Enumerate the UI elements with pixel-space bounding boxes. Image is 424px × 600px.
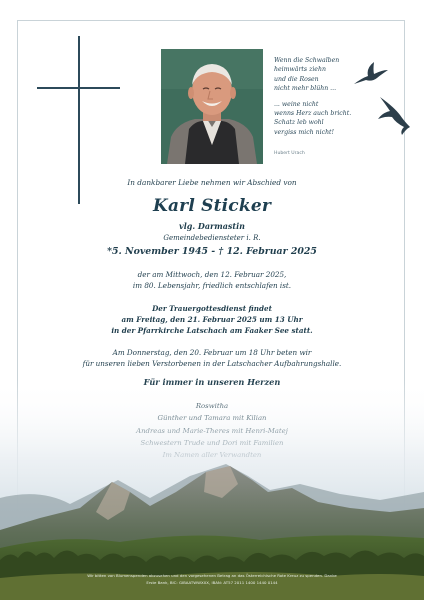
swallow-icon-upper	[352, 58, 390, 90]
funeral-line: in der Pfarrkirche Latschach am Faaker See statt.	[111, 326, 313, 336]
poem-line: heimwärts ziehn	[274, 66, 326, 74]
cross-icon-horizontal	[37, 87, 120, 89]
poem-line: ... weine nicht	[274, 100, 319, 108]
poem-line: nicht mehr blühn ...	[274, 85, 337, 93]
swallow-icon-lower	[376, 95, 412, 137]
poem-line: Wenn die Schwalben	[274, 57, 340, 64]
funeral-line: Der Trauergottesdienst findet	[152, 304, 272, 313]
deceased-name: Karl Sticker	[152, 196, 271, 216]
funeral-info	[60, 303, 364, 337]
intro-text: In dankbarer Liebe nehmen wir Abschied von	[127, 178, 297, 187]
prayer-line: für unseren lieben Verstorbenen in der Latschacher Aufbahrungshalle.	[82, 359, 342, 369]
poem-line: wenns Herz auch bricht.	[274, 110, 352, 118]
footer-bank-text: Erste Bank, BIC: GIBAATWWXXX, IBAN: AT57 2011 1400 1440 0144	[146, 580, 278, 585]
life-dates: *5. November 1945 - † 12. Februar 2025	[107, 246, 317, 257]
mountain-landscape	[0, 380, 424, 600]
occupation: Gemeindebediensteter i. R.	[163, 234, 261, 242]
prayer-line: Am Donnerstag, den 20. Februar um 18 Uhr beten wir	[112, 348, 312, 357]
death-notice-line: im 80. Lebensjahr, friedlich entschlafen ist.	[132, 281, 292, 290]
death-notice-line: der am Mittwoch, den 12. Februar 2025,	[137, 270, 287, 279]
prayer-info	[60, 347, 364, 369]
poem-line: und die Rosen	[274, 75, 319, 83]
poem-line: vergiss mich nicht!	[274, 128, 335, 136]
portrait-photo	[161, 49, 263, 164]
poem-line: Schatz leb wohl	[274, 119, 324, 127]
funeral-line: am Freitag, den 21. Februar 2025 um 13 Uhr	[121, 315, 303, 325]
death-notice	[60, 269, 364, 291]
vulgo-name: vlg. Darmastin	[179, 221, 245, 231]
poem-author: Hubert Urach	[274, 151, 305, 156]
footer-donation-text: Wir bitten von Blumenspenden abzusehen und den vorgesehenen Betrag an das Österreichische Rote Kreuz zu spenden. Danke	[87, 573, 337, 578]
